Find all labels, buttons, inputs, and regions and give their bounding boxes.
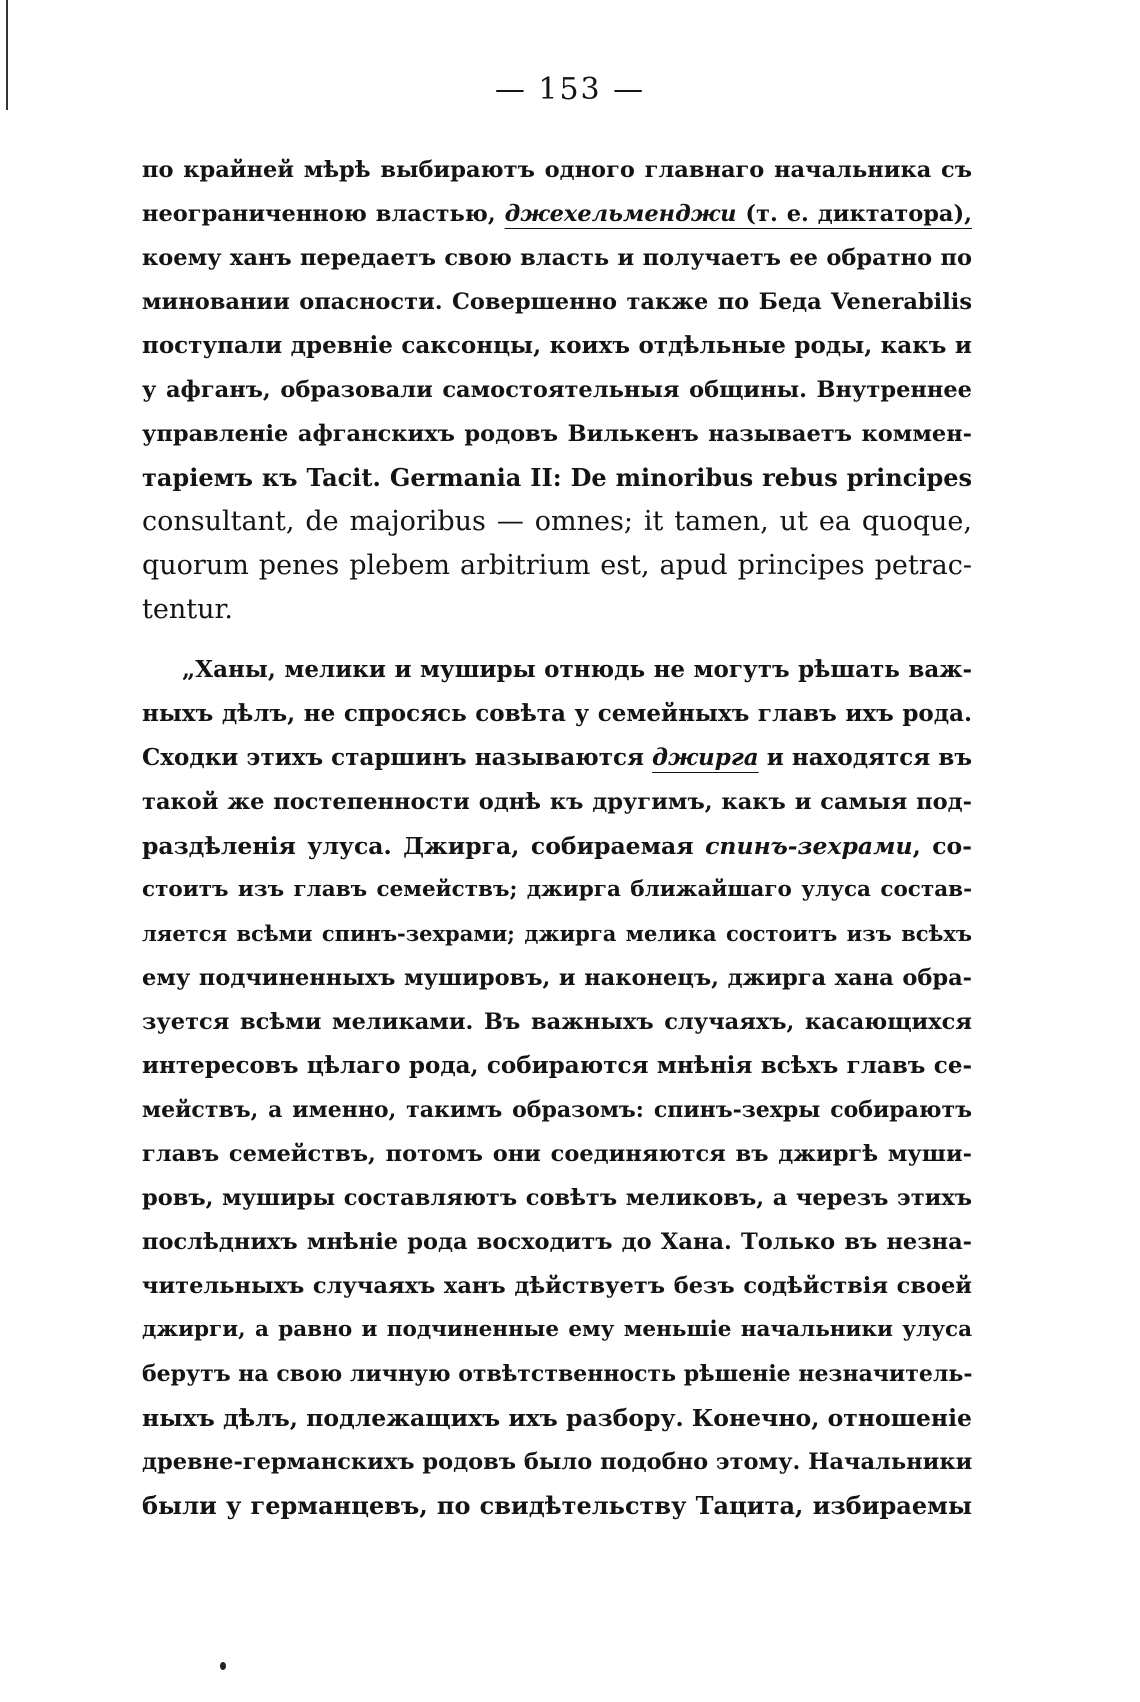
- text-line: интересовъ цѣлаго рода, собираются мнѣнія всѣхъ главъ се-: [142, 1052, 972, 1079]
- ink-speck: [220, 1662, 226, 1670]
- text-line: ныхъ дѣлъ, подлежащихъ ихъ разбору. Конечно, отношеніе: [142, 1404, 972, 1432]
- text-line: древне-германскихъ родовъ было подобно этому. Начальники: [142, 1449, 973, 1475]
- text-line: таріемъ къ Tacit. Germania II: De minoribus rebus principes: [142, 463, 972, 492]
- text-line: послѣднихъ мнѣніе рода восходитъ до Хана. Только въ незна-: [142, 1229, 972, 1255]
- text-line: ляется всѣми спинъ-зехрами; джирга мелика состоитъ изъ всѣхъ: [142, 921, 972, 946]
- text-line: мействъ, а именно, такимъ образомъ: спинъ-зехры собираютъ: [142, 1097, 972, 1123]
- text-line: берутъ на свою личную отвѣтственность рѣшеніе незначитель-: [142, 1361, 973, 1387]
- text-line: „Ханы, мелики и муширы отнюдь не могутъ рѣшать важ-: [182, 656, 972, 683]
- page-number: — 153 —: [494, 72, 646, 107]
- paragraph-1: [142, 148, 972, 632]
- text-line: главъ семействъ, потомъ они соединяются въ джиргѣ муши-: [142, 1141, 972, 1167]
- text-line: стоитъ изъ главъ семействъ; джирга ближайшаго улуса состав-: [142, 877, 972, 902]
- text-line: неограниченною властью, джехельменджи (т. е. диктатора),: [142, 201, 972, 227]
- paragraph-gap: [142, 632, 972, 648]
- text-line: ныхъ дѣлъ, не спросясь совѣта у семейныхъ главъ ихъ рода.: [142, 700, 972, 727]
- text-line: такой же постепенности однѣ къ другимъ, какъ и самыя под-: [142, 789, 972, 815]
- text-line: раздѣленія улуса. Джирга, собираемая спинъ-зехрами, со-: [142, 832, 972, 860]
- body-text: [142, 148, 972, 1528]
- text-line: были у германцевъ, по свидѣтельству Тацита, избираемы: [142, 1491, 972, 1520]
- text-line: миновании опасности. Совершенно также по Беда Venerabilis: [142, 289, 972, 315]
- term-djirga: джирга: [652, 744, 759, 771]
- text-line: ровъ, муширы составляютъ совѣтъ меликовъ, а черезъ этихъ: [142, 1185, 972, 1211]
- term-spin-zekhrami: спинъ-зехрами: [705, 832, 913, 860]
- text-line-latin: tentur.: [142, 594, 233, 625]
- text-line: коему ханъ передаетъ свою власть и получаетъ ее обратно по: [142, 245, 972, 271]
- paragraph-2: [142, 648, 972, 1528]
- text-line-latin: consultant, de majoribus — omnes; it tamen, ut ea quoque,: [142, 506, 972, 537]
- text-line: чительныхъ случаяхъ ханъ дѣйствуетъ безъ содѣйствія своей: [142, 1273, 972, 1299]
- text-line: зуется всѣми меликами. Въ важныхъ случаяхъ, касающихся: [142, 1009, 972, 1035]
- text-line: управленіе афганскихъ родовъ Вилькенъ называетъ коммен-: [142, 421, 972, 447]
- term-djekhelmendji: джехельменджи: [504, 201, 737, 227]
- text-line: по крайней мѣрѣ выбираютъ одного главнаго начальника съ: [142, 157, 972, 183]
- text-line-latin: quorum penes plebem arbitrium est, apud principes petrac-: [142, 550, 972, 581]
- text-line: у афганъ, образовали самостоятельныя общины. Внутреннее: [142, 377, 972, 403]
- text-line: ему подчиненныхъ мушировъ, и наконецъ, джирга хана обра-: [142, 965, 972, 991]
- text-line: джирги, а равно и подчиненные ему меньшіе начальники улуса: [142, 1317, 972, 1342]
- text-line: поступали древніе саксонцы, коихъ отдѣльные роды, какъ и: [142, 332, 972, 359]
- text-line: Сходки этихъ старшинъ называются джирга и находятся въ: [142, 744, 972, 771]
